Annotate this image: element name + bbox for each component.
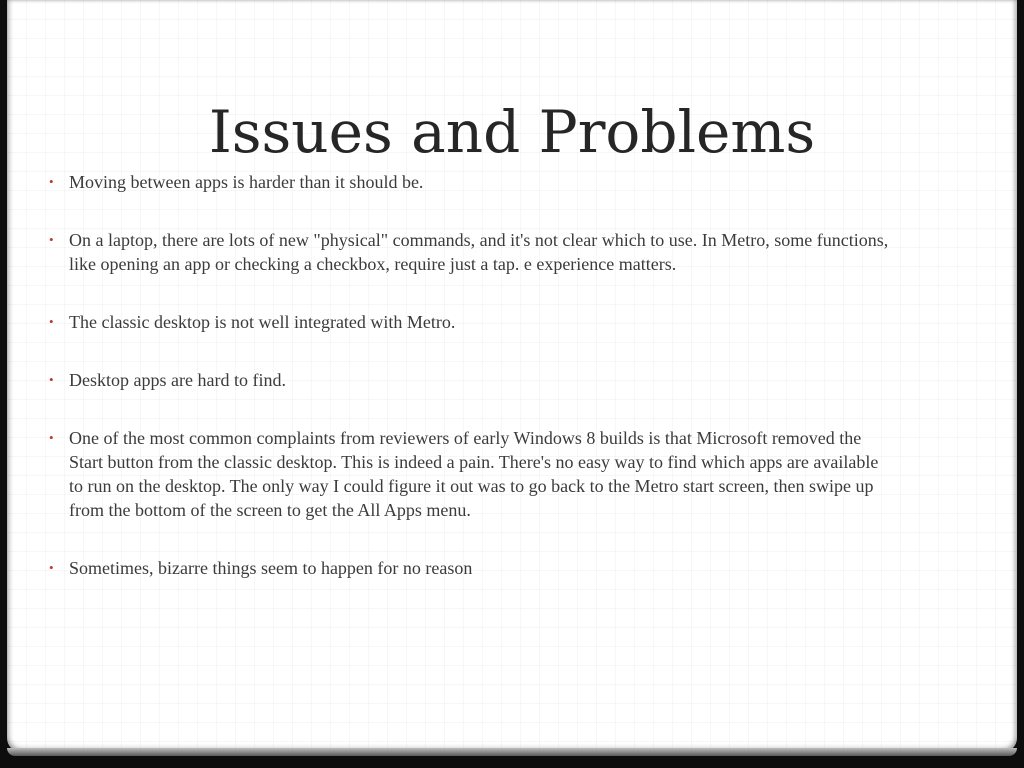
slide-bottom-edge	[7, 748, 1017, 756]
bullet-text: Moving between apps is harder than it should be.	[69, 172, 424, 192]
bullet-icon: •	[49, 314, 54, 329]
bullet-item	[49, 170, 894, 194]
bullet-item	[49, 556, 894, 580]
bullet-text: One of the most common complaints from reviewers of early Windows 8 builds is that Microsoft removed the Start button from the classic desktop. This is indeed a pain. There's no easy way to find which apps are available to run on the desktop. The only way I could figure it out was to go back to the Metro start screen, then swipe up from the bottom of the screen to get the All Apps menu.	[69, 428, 879, 520]
bullet-text: The classic desktop is not well integrated with Metro.	[69, 312, 456, 332]
bullet-item	[49, 310, 894, 334]
bullet-icon: •	[49, 560, 54, 575]
bullet-icon: •	[49, 430, 54, 445]
slide	[7, 0, 1017, 752]
bullet-icon: •	[49, 232, 54, 247]
bullet-item	[49, 368, 894, 392]
bullet-text: Desktop apps are hard to find.	[69, 370, 286, 390]
bullet-icon: •	[49, 372, 54, 387]
bullet-text: Sometimes, bizarre things seem to happen for no reason	[69, 558, 473, 578]
bullet-icon: •	[49, 174, 54, 189]
bullet-text: On a laptop, there are lots of new "physical" commands, and it's not clear which to use. In Metro, some functions, like opening an app or checking a checkbox, require just a tap. e experience matters.	[69, 230, 889, 274]
bullet-item	[49, 228, 894, 276]
slide-title: Issues and Problems	[208, 98, 816, 166]
bullet-list	[49, 170, 894, 614]
bullet-item	[49, 426, 894, 522]
